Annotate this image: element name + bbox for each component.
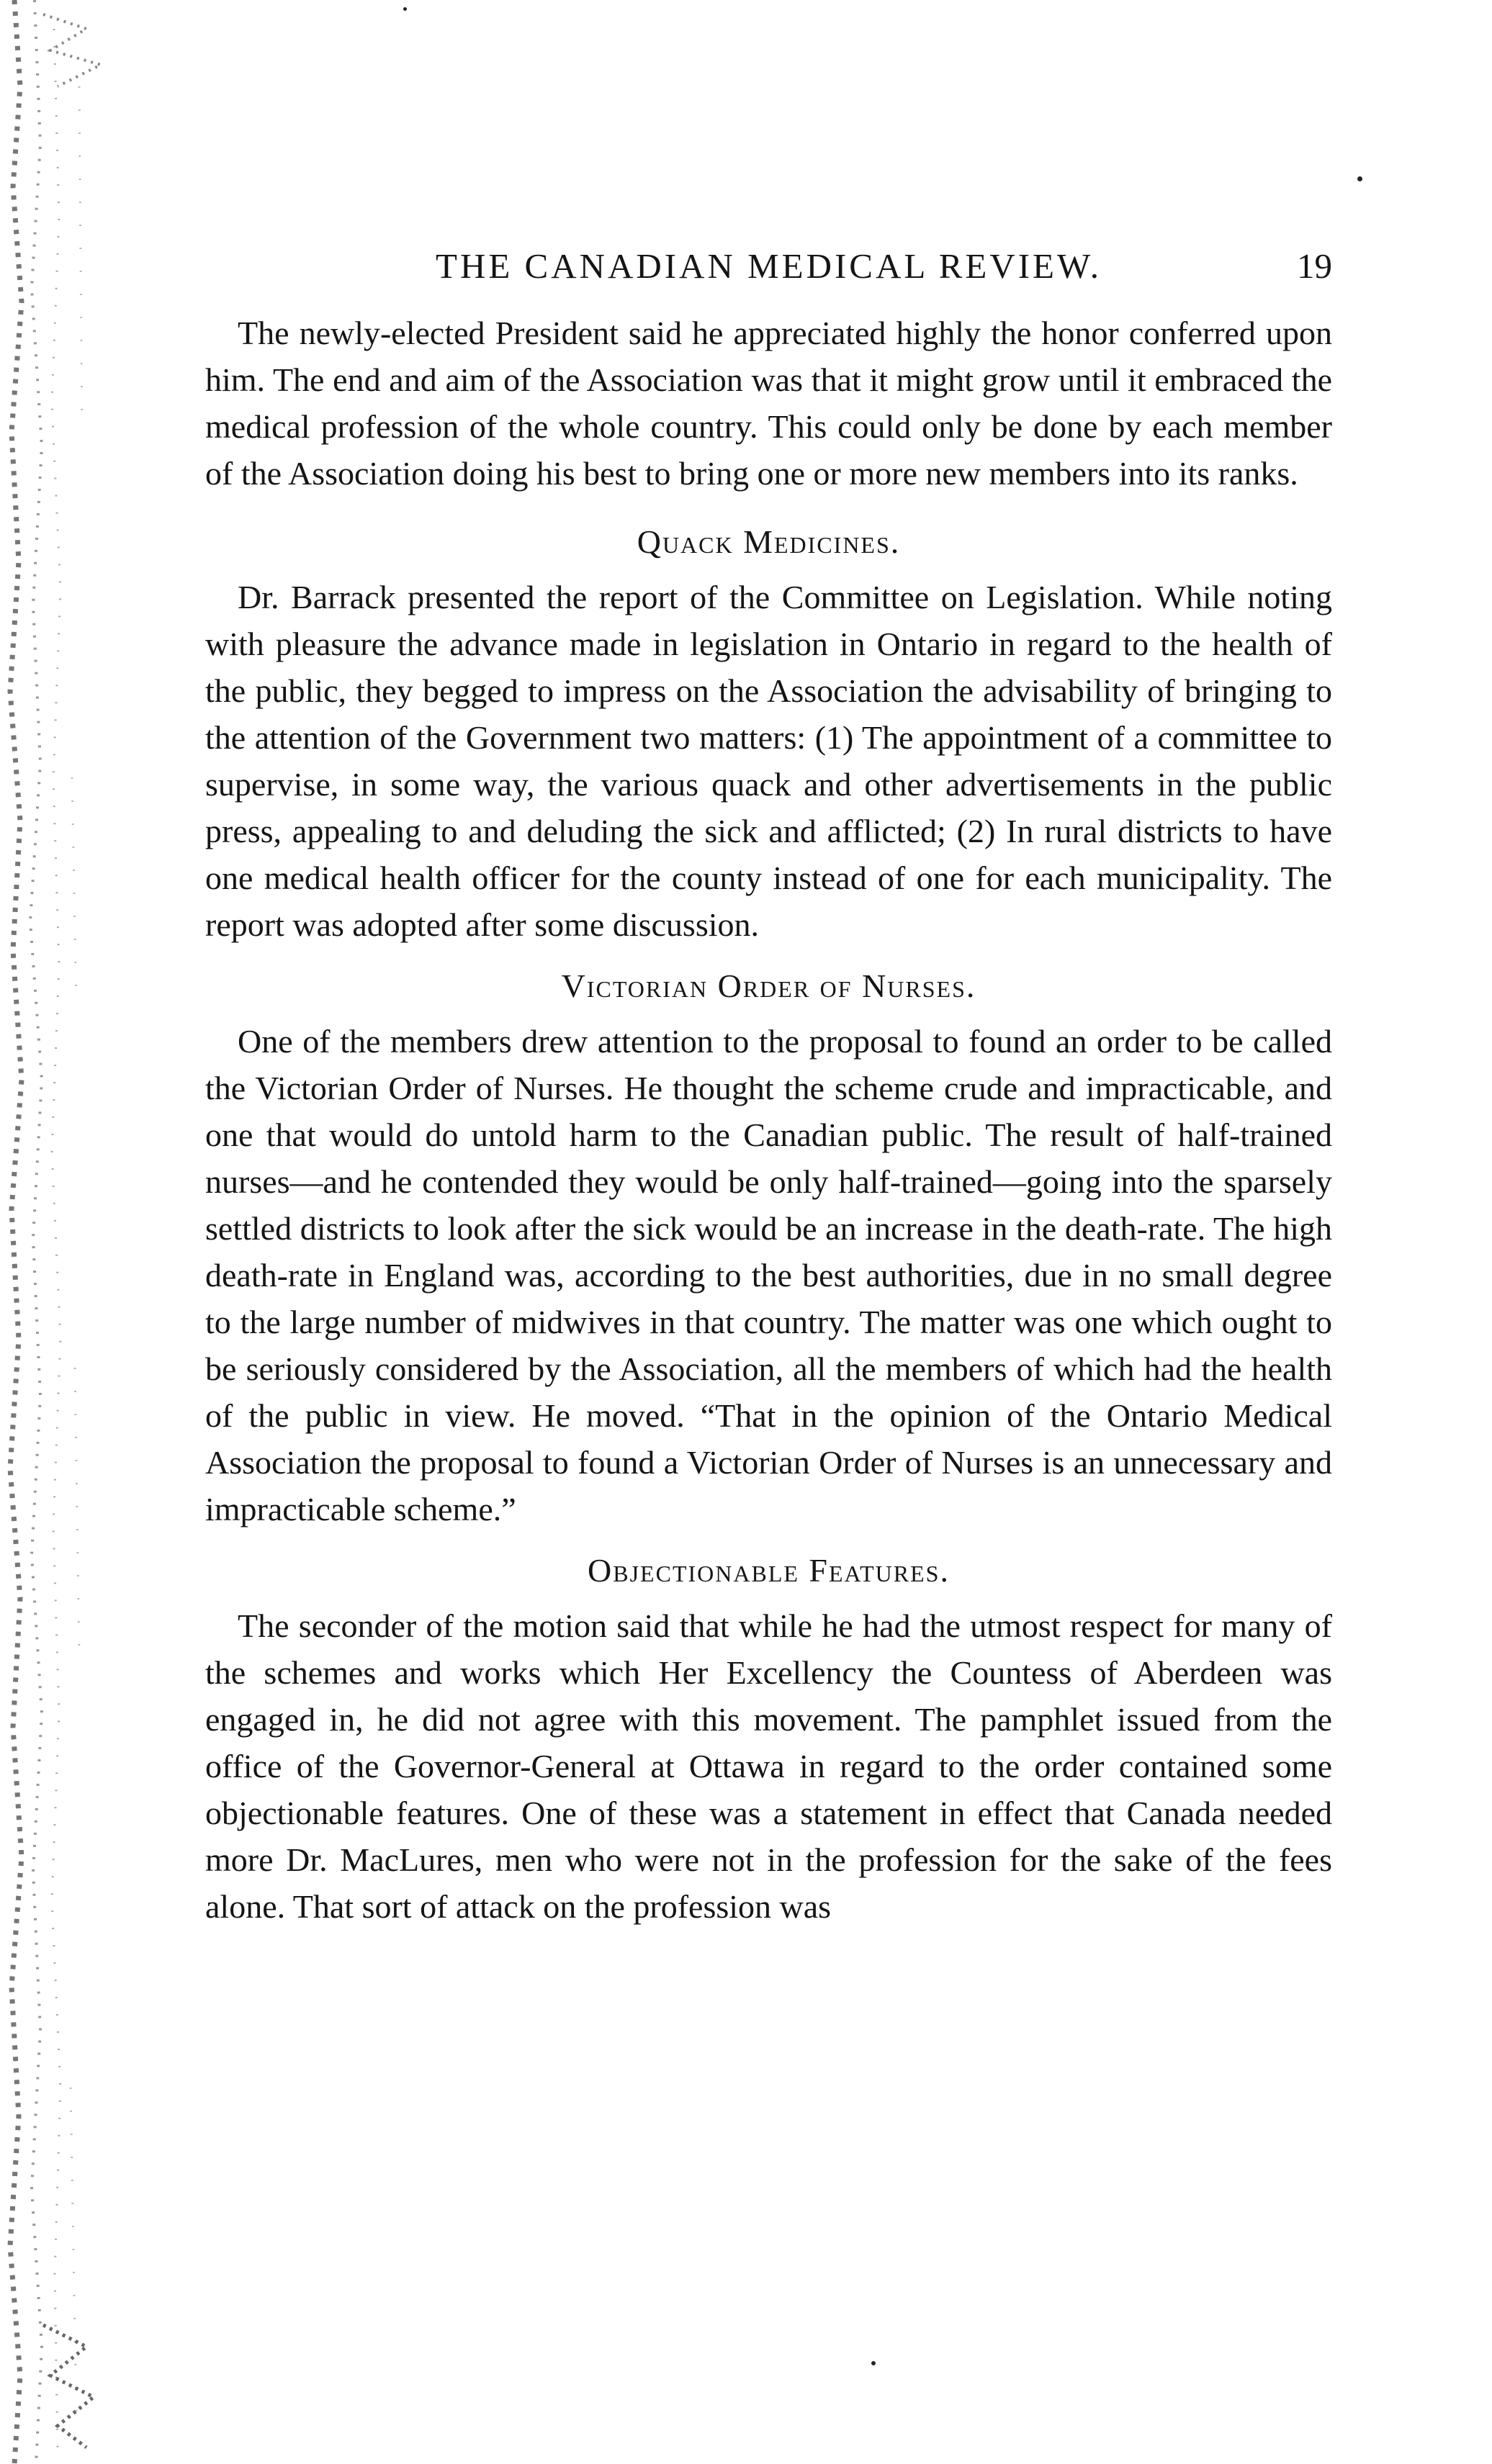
section-heading-quack-medicines: Quack Medicines.	[637, 523, 901, 560]
intro-paragraph: The newly-elected President said he appreciated highly the honor conferred upon him. The end and aim of the Association was that it might grow until it embraced the medical profession of the whole country. This could only be done by each member of the Association doing his best to bring one or more new members into its ranks.	[205, 315, 1332, 492]
running-head	[205, 238, 1332, 295]
quack-medicines-paragraph: Dr. Barrack presented the report of the Committee on Legislation. While noting with pleasure the advance made in legislation in Ontario in regard to the health of the public, they begged to impress on the Association the advisability of bringing to the attention of the Government two matters: (1) The appointment of a committee to supervise, in some way, the various quack and other advertisements in the public press, appealing to and deluding the sick and afflicted; (2) In rural districts to have one medical health officer for the county instead of one for each municipality. The report was adopted after some discussion.	[205, 579, 1332, 943]
victorian-order-paragraph: One of the members drew attention to the proposal to found an order to be called the Victorian Order of Nurses. He thought the scheme crude and impracticable, and one that would do untold harm to the Canadian public. The result of half-trained nurses—and he contended they would be only half-trained—going into the sparsely settled districts to look after the sick would be an increase in the death-rate. The high death-rate in England was, according to the best authorities, due in no small degree to the large number of midwives in that country. The matter was one which ought to be seriously considered by the Association, all the members of which had the health of the public in view. He moved. “That in the opinion of the Ontario Medical Association the proposal to found a Victorian Order of Nurses is an unnecessary and impracticable scheme.”	[205, 1023, 1332, 1527]
stray-ink-dot	[1357, 176, 1362, 181]
section-heading-victorian-order: Victorian Order of Nurses.	[561, 967, 976, 1004]
journal-title: THE CANADIAN MEDICAL REVIEW.	[436, 246, 1102, 286]
journal-page	[205, 238, 1332, 1930]
binding-edge-noise	[0, 0, 166, 2464]
section-heading-objectionable-features: Objectionable Features.	[588, 1552, 950, 1589]
signature-mark-dot	[871, 2361, 876, 2365]
stray-ink-dot	[403, 7, 407, 11]
objectionable-features-paragraph: The seconder of the motion said that while he had the utmost respect for many of the schemes and works which Her Excellency the Countess of Aberdeen was engaged in, he did not agree with this movement. The pamphlet issued from the office of the Governor-General at Ottawa in regard to the order contained some objectionable features. One of these was a statement in effect that Canada needed more Dr. MacLures, men who were not in the profession for the sake of the fees alone. That sort of attack on the profession was	[205, 1607, 1332, 1925]
page-number: 19	[1297, 246, 1332, 286]
